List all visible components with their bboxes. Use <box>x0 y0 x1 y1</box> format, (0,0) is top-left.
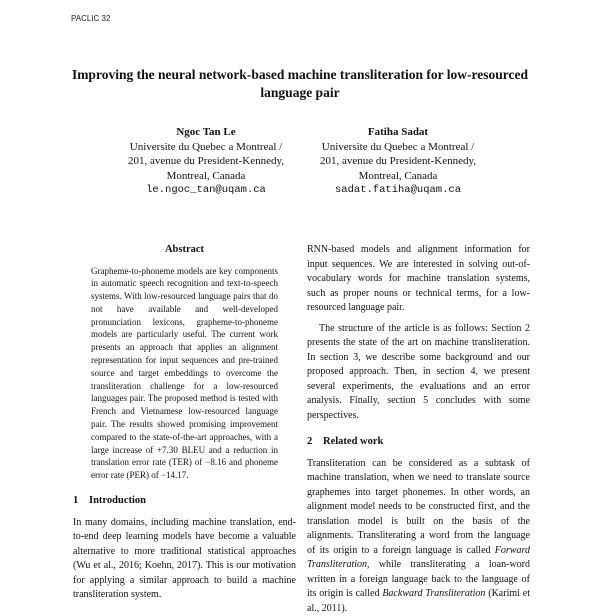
abstract-text: Grapheme-to-phoneme models are key components in automatic speech recognition and text-to-speech systems. With low-resourced language pairs that do not have available and well-developed pronunciation lexicons, grapheme-to-phoneme models are particularly useful. The current work presents an approach that applies an alignment representation for input sequences and pre-trained source and target embeddings to overcome the transliteration challenge for a low-resourced languages pair. The proposed method is tested with French and Vietnamese low-resourced language pair. The results showed promising improvement compared to the state-of-the-art approaches, with a large increase of +7.30 BLEU and a reduction in translation error rate (TER) of −8.16 and phoneme error rate (PER) of −14.17. <box>91 265 278 483</box>
author-affiliation: Universite du Quebec a Montreal / <box>298 140 498 155</box>
text-span: Transliteration can be considered as a subtask of machine translation, when we need to translate source graphemes into target phonemes. In other words, an alignment model needs to be constructed first, and the translation model is built on the basis of the alignments. Transliterating a word from the language of its origin to a foreign language is called <box>307 458 530 556</box>
section-title: Related work <box>323 436 383 447</box>
author-location: Montreal, Canada <box>298 169 498 184</box>
author-block-2 <box>298 125 498 198</box>
section-title: Introduction <box>89 495 146 506</box>
author-email: sadat.fatiha@uqam.ca <box>298 183 498 198</box>
paragraph-continued: RNN-based models and alignment information for input sequences. We are interested in solving out-of-vocabulary words for machine translation systems, such as proper nouns or technical terms, for a low-resourced language pair. <box>307 243 530 316</box>
right-column <box>307 243 530 616</box>
author-affiliation: Universite du Quebec a Montreal / <box>106 140 306 155</box>
paragraph-structure: The structure of the article is as follows: Section 2 presents the state of the art on machine transliteration. In section 3, we describe some background and our proposed approach. Then, in section 4, we present several experiments, the evaluations and an error analysis. Finally, section 5 concludes with some perspectives. <box>307 322 530 424</box>
venue-header: PACLIC 32 <box>71 14 110 23</box>
abstract-heading: Abstract <box>73 243 296 258</box>
author-name: Fatiha Sadat <box>298 125 498 140</box>
section-number: 1 <box>73 494 89 509</box>
author-location: Montreal, Canada <box>106 169 306 184</box>
introduction-text: In many domains, including machine translation, end-to-end deep learning models have become a valuable alternative to more traditional statistical approaches (Wu et al., 2016; Koehn, 2017). This is our motivation for applying a similar approach to build a machine transliteration system. <box>73 516 296 603</box>
section-heading-related-work <box>307 435 530 450</box>
section-heading-introduction <box>73 494 296 509</box>
paper-title: Improving the neural network-based machine transliteration for low-resourced language pair <box>60 66 540 102</box>
term-forward-transliteration: Forward Transliteration <box>307 545 530 571</box>
text-span: (Karimi et al., 2011). <box>307 588 530 614</box>
author-address: 201, avenue du President-Kennedy, <box>298 154 498 169</box>
text-span: , while transliterating a loan-word written in a foreign language back to the language of its origin is called <box>307 559 530 599</box>
author-email: le.ngoc_tan@uqam.ca <box>106 183 306 198</box>
author-name: Ngoc Tan Le <box>106 125 306 140</box>
author-block-1 <box>106 125 306 198</box>
section-number: 2 <box>307 435 323 450</box>
author-address: 201, avenue du President-Kennedy, <box>106 154 306 169</box>
term-backward-transliteration: Backward Transliteration <box>382 588 485 599</box>
related-work-text <box>307 457 530 616</box>
left-column <box>73 243 296 603</box>
